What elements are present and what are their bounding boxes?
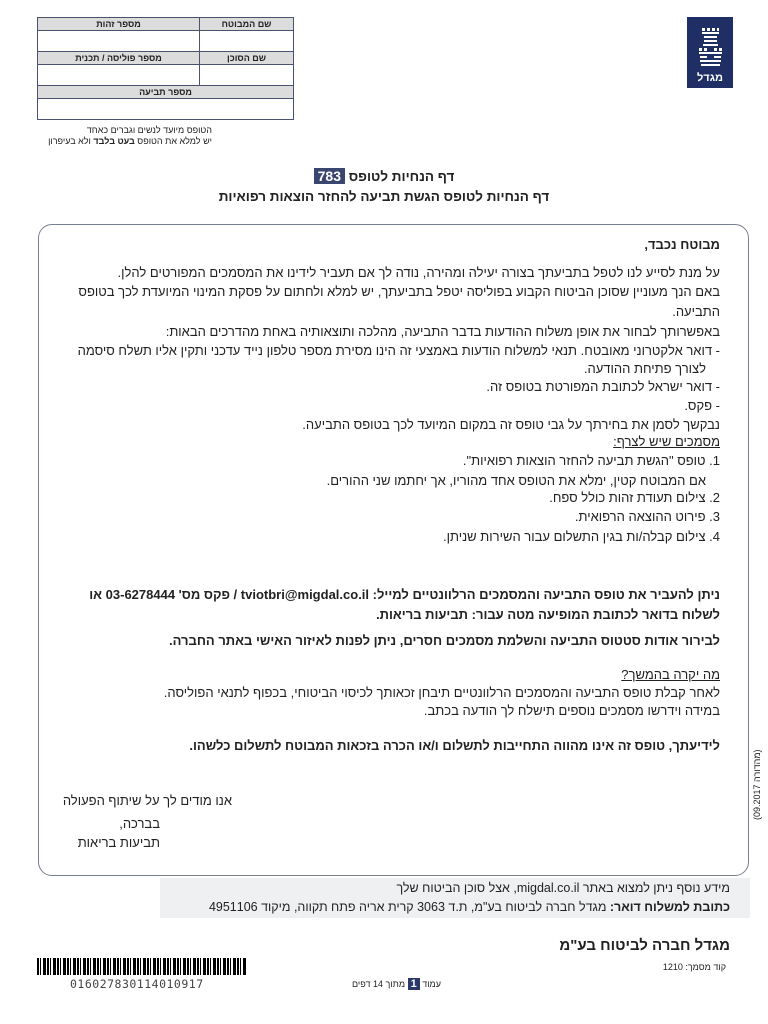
policy-number-field[interactable] xyxy=(38,65,200,86)
instructions-box xyxy=(38,224,749,876)
page-post: מתוך 14 דפים xyxy=(352,979,406,989)
options-intro: באפשרותך לבחור את אופן משלוח ההודעות בדבר התביעה, מהלכה ותוצאותיה באחת מהדרכים הבאות: xyxy=(165,324,720,339)
barcode-number: 016027830114010917 xyxy=(70,977,204,991)
id-number-label: מספר זהות xyxy=(38,18,200,31)
claim-number-label: מספר תביעה xyxy=(38,86,294,99)
note-pen-pre: יש למלא את הטופס xyxy=(134,136,212,146)
next-line-1: לאחר קבלת טופס התביעה והמסמכים הרלוונטיים תיבחן זכאותך לכיסוי הביטוחי, בכפוף לתנאי הפוליסה. xyxy=(163,685,720,700)
disclaimer: לידיעתך, טופס זה אינו מהווה התחייבות לתשלום ו/או הכרה בזכאות המבוטח לתשלום כלשהו. xyxy=(189,738,720,753)
address-text: מגדל חברה לביטוח בע"מ, ת.ד 3063 קרית אריה פתח תקווה, מיקוד 4951106 xyxy=(208,900,610,914)
logo-text: מגדל xyxy=(697,72,723,84)
title-line1: דף הנחיות לטופס xyxy=(348,169,455,184)
mark-choice: נבקשך לסמן את בחירתך על גבי טופס זה במקום המיועד לכך בטופס התביעה. xyxy=(302,417,720,432)
doc-item: 1. טופס "הגשת תביעה להחזר הוצאות רפואיות". xyxy=(462,453,720,468)
note-pen-post: ולא בעיפרון xyxy=(48,136,94,146)
page-indicator xyxy=(352,978,441,990)
doc-item: 4. צילום קבלה/ות בגין התשלום עבור השירות שניתן. xyxy=(443,529,720,544)
next-line-2: במידה וידרשו מסמכים נוספים תישלח לך הודעה בכתב. xyxy=(423,703,720,718)
agent-name-label: שם הסוכן xyxy=(200,52,294,65)
address-label: כתובת למשלוח דואר: xyxy=(609,900,730,914)
regards: בברכה, xyxy=(119,816,160,831)
note-pen xyxy=(48,136,212,147)
doc-item-note: אם המבוטח קטין, ימלא את הטופס אחד מהוריו, אך יחתמו שני ההורים. xyxy=(326,473,706,488)
option-email-cont: לצורך פתיחת ההודעה. xyxy=(583,361,706,376)
note-gender: הטופס מיועד לנשים וגברים כאחד xyxy=(86,125,212,135)
contact-line-1: ניתן להעביר את טופס התביעה והמסמכים הרלוונטיים למייל: tviotbri@migdal.co.il / פקס מס' 03-6278444 או xyxy=(89,587,720,602)
option-fax: - פקס. xyxy=(684,398,720,413)
company-name: מגדל חברה לביטוח בע"מ xyxy=(559,937,730,954)
status-info: לבירור אודות סטטוס התביעה והשלמת מסמכים חסרים, ניתן לפנות לאיזור האישי באתר החברה. xyxy=(169,633,720,648)
option-mail: - דואר ישראל לכתובת המפורטת בטופס זה. xyxy=(486,379,720,394)
doc-item: 2. צילום תעודת זהות כולל ספח. xyxy=(549,490,720,505)
claim-header-table xyxy=(37,17,294,120)
tower-icon xyxy=(687,17,733,88)
docs-heading: מסמכים שיש לצרף: xyxy=(613,434,720,449)
signature: תביעות בריאות xyxy=(77,835,160,850)
thanks: אנו מודים לך על שיתוף הפעולה xyxy=(62,793,232,808)
agent-name-field[interactable] xyxy=(200,65,294,86)
paragraph-2a: באם הנך מעוניין שסוכן הביטוח הקבוע בפוליסה יטפל בתביעתך, יש למלא ולחתום על פסקת המינוי המיועדת לכך בטופס xyxy=(78,284,720,299)
footer-address xyxy=(209,900,730,914)
doc-item: 3. פירוט ההוצאה הרפואית. xyxy=(574,509,720,524)
contact-line-2: לשלוח בדואר לכתובת המופיעה מטה עבור: תביעות בריאות. xyxy=(376,607,720,622)
footer-info: מידע נוסף ניתן למצוא באתר migdal.co.il, אצל סוכן הביטוח שלך xyxy=(396,881,730,895)
claim-number-field[interactable] xyxy=(38,99,294,120)
migdal-logo xyxy=(687,17,733,88)
insured-name-field[interactable] xyxy=(200,31,294,52)
option-email: - דואר אלקטרוני מאובטח. תנאי למשלוח הודעות באמצעי זה הינו מסירת מספר טלפון נייד עדכני ותקין אליו תשלח סיסמה xyxy=(77,343,720,358)
page-number: 1 xyxy=(408,978,420,990)
insured-name-label: שם המבוטח xyxy=(200,18,294,31)
next-heading: מה יקרה בהמשך? xyxy=(621,667,720,682)
note-pen-bold: בעט בלבד xyxy=(93,136,135,146)
doc-code: קוד מסמך: 1210 xyxy=(662,962,726,972)
paragraph-1: על מנת לסייע לנו לטפל בתביעתך בצורה יעילה ומהירה, נודה לך אם תעביר לידינו את המסמכים המפורטים להלן. xyxy=(117,265,720,280)
greeting: מבוטח נכבד, xyxy=(644,237,720,252)
form-number-badge: 783 xyxy=(314,168,345,184)
policy-number-label: מספר פוליסה / תכנית xyxy=(38,52,200,65)
barcode xyxy=(37,958,247,975)
edition-label: (מהדורה 09.2017) xyxy=(752,749,762,820)
page-pre: עמוד xyxy=(422,979,441,989)
page-title xyxy=(0,168,768,184)
id-number-field[interactable] xyxy=(38,31,200,52)
page-subtitle: דף הנחיות לטופס הגשת תביעה להחזר הוצאות רפואיות xyxy=(218,189,550,204)
paragraph-2b: התביעה. xyxy=(672,304,720,319)
